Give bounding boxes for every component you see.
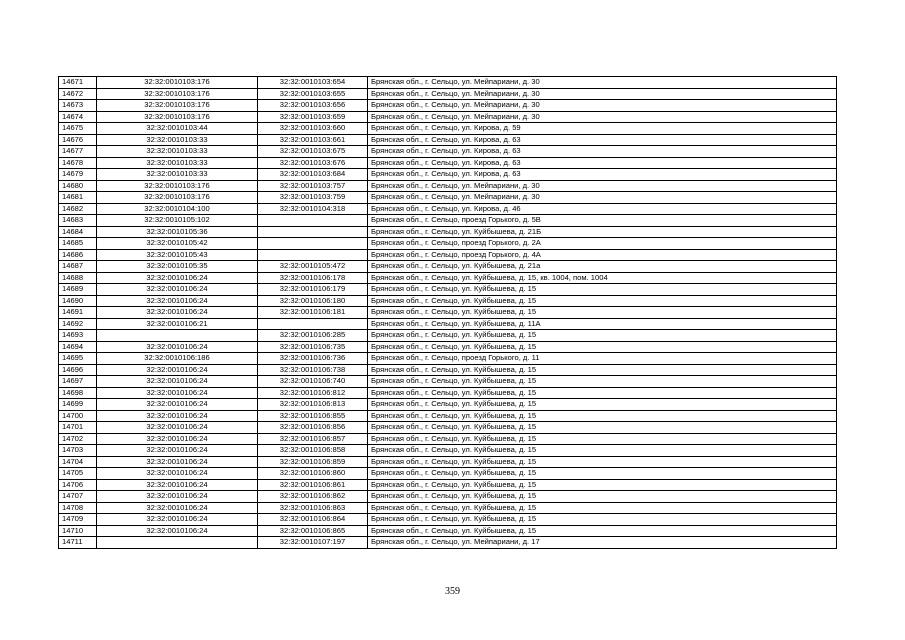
table-row	[59, 330, 837, 342]
table-row	[59, 307, 837, 319]
table-row	[59, 295, 837, 307]
parent-cadastral-number-cell: 32:32:0010103:44	[97, 123, 258, 135]
row-number-cell: 14706	[59, 479, 97, 491]
table-row	[59, 238, 837, 250]
parent-cadastral-number-cell: 32:32:0010105:36	[97, 226, 258, 238]
address-cell: Брянская обл., г. Сельцо, ул. Куйбышева, д. 15	[368, 307, 837, 319]
parent-cadastral-number-cell: 32:32:0010103:33	[97, 157, 258, 169]
address-cell: Брянская обл., г. Сельцо, ул. Куйбышева, д. 15	[368, 330, 837, 342]
object-cadastral-number-cell: 32:32:0010106:858	[258, 445, 368, 457]
object-cadastral-number-cell: 32:32:0010106:285	[258, 330, 368, 342]
address-cell: Брянская обл., г. Сельцо, проезд Горького, д. 4А	[368, 249, 837, 261]
object-cadastral-number-cell: 32:32:0010106:738	[258, 364, 368, 376]
address-cell: Брянская обл., г. Сельцо, ул. Куйбышева, д. 15	[368, 491, 837, 503]
object-cadastral-number-cell: 32:32:0010103:659	[258, 111, 368, 123]
address-cell: Брянская обл., г. Сельцо, ул. Куйбышева, д. 15	[368, 433, 837, 445]
address-cell: Брянская обл., г. Сельцо, ул. Куйбышева, д. 15	[368, 525, 837, 537]
table-row	[59, 468, 837, 480]
table-row	[59, 353, 837, 365]
address-cell: Брянская обл., г. Сельцо, ул. Куйбышева, д. 15	[368, 479, 837, 491]
row-number-cell: 14696	[59, 364, 97, 376]
address-cell: Брянская обл., г. Сельцо, ул. Куйбышева, д. 11А	[368, 318, 837, 330]
object-cadastral-number-cell: 32:32:0010103:660	[258, 123, 368, 135]
row-number-cell: 14707	[59, 491, 97, 503]
row-number-cell: 14699	[59, 399, 97, 411]
row-number-cell: 14676	[59, 134, 97, 146]
object-cadastral-number-cell	[258, 249, 368, 261]
table-row	[59, 410, 837, 422]
address-cell: Брянская обл., г. Сельцо, ул. Мейпариани, д. 30	[368, 77, 837, 89]
row-number-cell: 14686	[59, 249, 97, 261]
table-row	[59, 180, 837, 192]
parent-cadastral-number-cell: 32:32:0010106:24	[97, 410, 258, 422]
table-row	[59, 399, 837, 411]
table-row	[59, 376, 837, 388]
parent-cadastral-number-cell: 32:32:0010106:24	[97, 468, 258, 480]
table-row	[59, 422, 837, 434]
row-number-cell: 14702	[59, 433, 97, 445]
row-number-cell: 14682	[59, 203, 97, 215]
object-cadastral-number-cell	[258, 238, 368, 250]
row-number-cell: 14683	[59, 215, 97, 227]
row-number-cell: 14693	[59, 330, 97, 342]
parent-cadastral-number-cell: 32:32:0010103:176	[97, 77, 258, 89]
table-row	[59, 261, 837, 273]
table-row	[59, 169, 837, 181]
object-cadastral-number-cell: 32:32:0010103:655	[258, 88, 368, 100]
table-row	[59, 192, 837, 204]
row-number-cell: 14684	[59, 226, 97, 238]
row-number-cell: 14673	[59, 100, 97, 112]
address-cell: Брянская обл., г. Сельцо, ул. Кирова, д. 63	[368, 169, 837, 181]
row-number-cell: 14675	[59, 123, 97, 135]
object-cadastral-number-cell: 32:32:0010103:661	[258, 134, 368, 146]
row-number-cell: 14700	[59, 410, 97, 422]
parent-cadastral-number-cell: 32:32:0010106:24	[97, 399, 258, 411]
object-cadastral-number-cell: 32:32:0010106:856	[258, 422, 368, 434]
parent-cadastral-number-cell: 32:32:0010106:24	[97, 525, 258, 537]
table-row	[59, 387, 837, 399]
address-cell: Брянская обл., г. Сельцо, ул. Кирова, д. 63	[368, 157, 837, 169]
table-row	[59, 203, 837, 215]
row-number-cell: 14708	[59, 502, 97, 514]
object-cadastral-number-cell: 32:32:0010106:740	[258, 376, 368, 388]
object-cadastral-number-cell: 32:32:0010106:813	[258, 399, 368, 411]
parent-cadastral-number-cell: 32:32:0010103:176	[97, 100, 258, 112]
row-number-cell: 14697	[59, 376, 97, 388]
row-number-cell: 14704	[59, 456, 97, 468]
object-cadastral-number-cell: 32:32:0010107:197	[258, 537, 368, 549]
register-table	[58, 76, 837, 549]
row-number-cell: 14694	[59, 341, 97, 353]
row-number-cell: 14703	[59, 445, 97, 457]
table-row	[59, 479, 837, 491]
parent-cadastral-number-cell: 32:32:0010105:42	[97, 238, 258, 250]
parent-cadastral-number-cell: 32:32:0010106:24	[97, 433, 258, 445]
parent-cadastral-number-cell: 32:32:0010105:102	[97, 215, 258, 227]
parent-cadastral-number-cell: 32:32:0010106:186	[97, 353, 258, 365]
parent-cadastral-number-cell	[97, 330, 258, 342]
parent-cadastral-number-cell: 32:32:0010106:24	[97, 445, 258, 457]
row-number-cell: 14711	[59, 537, 97, 549]
object-cadastral-number-cell: 32:32:0010106:859	[258, 456, 368, 468]
table-row	[59, 226, 837, 238]
object-cadastral-number-cell	[258, 215, 368, 227]
object-cadastral-number-cell: 32:32:0010103:759	[258, 192, 368, 204]
object-cadastral-number-cell: 32:32:0010106:861	[258, 479, 368, 491]
address-cell: Брянская обл., г. Сельцо, ул. Куйбышева, д. 15	[368, 376, 837, 388]
page-number: 359	[445, 586, 460, 597]
parent-cadastral-number-cell: 32:32:0010106:24	[97, 364, 258, 376]
row-number-cell: 14678	[59, 157, 97, 169]
object-cadastral-number-cell: 32:32:0010103:676	[258, 157, 368, 169]
table-row	[59, 157, 837, 169]
parent-cadastral-number-cell: 32:32:0010104:100	[97, 203, 258, 215]
address-cell: Брянская обл., г. Сельцо, проезд Горького, д. 5В	[368, 215, 837, 227]
address-cell: Брянская обл., г. Сельцо, ул. Куйбышева, д. 15	[368, 514, 837, 526]
object-cadastral-number-cell: 32:32:0010106:857	[258, 433, 368, 445]
address-cell: Брянская обл., г. Сельцо, ул. Куйбышева, д. 21Б	[368, 226, 837, 238]
object-cadastral-number-cell: 32:32:0010104:318	[258, 203, 368, 215]
row-number-cell: 14677	[59, 146, 97, 158]
parent-cadastral-number-cell: 32:32:0010106:24	[97, 456, 258, 468]
parent-cadastral-number-cell: 32:32:0010106:24	[97, 387, 258, 399]
table-row	[59, 318, 837, 330]
table-row	[59, 77, 837, 89]
row-number-cell: 14701	[59, 422, 97, 434]
object-cadastral-number-cell: 32:32:0010106:855	[258, 410, 368, 422]
table-row	[59, 272, 837, 284]
table-row	[59, 491, 837, 503]
parent-cadastral-number-cell: 32:32:0010106:24	[97, 341, 258, 353]
parent-cadastral-number-cell: 32:32:0010103:176	[97, 180, 258, 192]
address-cell: Брянская обл., г. Сельцо, проезд Горького, д. 11	[368, 353, 837, 365]
address-cell: Брянская обл., г. Сельцо, ул. Кирова, д. 63	[368, 134, 837, 146]
row-number-cell: 14710	[59, 525, 97, 537]
parent-cadastral-number-cell	[97, 537, 258, 549]
address-cell: Брянская обл., г. Сельцо, ул. Куйбышева, д. 15	[368, 284, 837, 296]
address-cell: Брянская обл., г. Сельцо, ул. Куйбышева, д. 15	[368, 387, 837, 399]
table-row	[59, 364, 837, 376]
parent-cadastral-number-cell: 32:32:0010106:24	[97, 502, 258, 514]
address-cell: Брянская обл., г. Сельцо, проезд Горького, д. 2А	[368, 238, 837, 250]
object-cadastral-number-cell: 32:32:0010106:179	[258, 284, 368, 296]
object-cadastral-number-cell: 32:32:0010106:735	[258, 341, 368, 353]
parent-cadastral-number-cell: 32:32:0010106:24	[97, 514, 258, 526]
object-cadastral-number-cell: 32:32:0010103:684	[258, 169, 368, 181]
register-body	[59, 77, 837, 549]
table-row	[59, 215, 837, 227]
table-row	[59, 445, 837, 457]
row-number-cell: 14674	[59, 111, 97, 123]
object-cadastral-number-cell: 32:32:0010105:472	[258, 261, 368, 273]
address-cell: Брянская обл., г. Сельцо, ул. Куйбышева, д. 15	[368, 364, 837, 376]
row-number-cell: 14679	[59, 169, 97, 181]
row-number-cell: 14688	[59, 272, 97, 284]
address-cell: Брянская обл., г. Сельцо, ул. Куйбышева, д. 21а	[368, 261, 837, 273]
object-cadastral-number-cell: 32:32:0010103:675	[258, 146, 368, 158]
address-cell: Брянская обл., г. Сельцо, ул. Мейпариани, д. 30	[368, 111, 837, 123]
object-cadastral-number-cell: 32:32:0010103:654	[258, 77, 368, 89]
object-cadastral-number-cell: 32:32:0010103:656	[258, 100, 368, 112]
parent-cadastral-number-cell: 32:32:0010106:24	[97, 295, 258, 307]
object-cadastral-number-cell: 32:32:0010106:864	[258, 514, 368, 526]
table-row	[59, 123, 837, 135]
parent-cadastral-number-cell: 32:32:0010106:24	[97, 422, 258, 434]
table-row	[59, 537, 837, 549]
parent-cadastral-number-cell: 32:32:0010103:33	[97, 169, 258, 181]
address-cell: Брянская обл., г. Сельцо, ул. Кирова, д. 46	[368, 203, 837, 215]
object-cadastral-number-cell: 32:32:0010106:862	[258, 491, 368, 503]
table-row	[59, 433, 837, 445]
table-row	[59, 456, 837, 468]
address-cell: Брянская обл., г. Сельцо, ул. Куйбышева, д. 15	[368, 295, 837, 307]
object-cadastral-number-cell: 32:32:0010106:812	[258, 387, 368, 399]
parent-cadastral-number-cell: 32:32:0010105:43	[97, 249, 258, 261]
parent-cadastral-number-cell: 32:32:0010106:24	[97, 479, 258, 491]
object-cadastral-number-cell: 32:32:0010106:180	[258, 295, 368, 307]
table-row	[59, 525, 837, 537]
row-number-cell: 14685	[59, 238, 97, 250]
table-row	[59, 249, 837, 261]
address-cell: Брянская обл., г. Сельцо, ул. Куйбышева, д. 15	[368, 341, 837, 353]
row-number-cell: 14689	[59, 284, 97, 296]
table-row	[59, 284, 837, 296]
row-number-cell: 14692	[59, 318, 97, 330]
table-row	[59, 100, 837, 112]
table-row	[59, 111, 837, 123]
table-row	[59, 146, 837, 158]
row-number-cell: 14681	[59, 192, 97, 204]
parent-cadastral-number-cell: 32:32:0010106:24	[97, 491, 258, 503]
row-number-cell: 14672	[59, 88, 97, 100]
address-cell: Брянская обл., г. Сельцо, ул. Куйбышева, д. 15	[368, 445, 837, 457]
table-row	[59, 341, 837, 353]
row-number-cell: 14709	[59, 514, 97, 526]
address-cell: Брянская обл., г. Сельцо, ул. Кирова, д. 59	[368, 123, 837, 135]
row-number-cell: 14698	[59, 387, 97, 399]
object-cadastral-number-cell: 32:32:0010106:181	[258, 307, 368, 319]
table-row	[59, 88, 837, 100]
row-number-cell: 14695	[59, 353, 97, 365]
row-number-cell: 14671	[59, 77, 97, 89]
row-number-cell: 14687	[59, 261, 97, 273]
table-row	[59, 502, 837, 514]
address-cell: Брянская обл., г. Сельцо, ул. Куйбышева, д. 15	[368, 468, 837, 480]
object-cadastral-number-cell: 32:32:0010106:178	[258, 272, 368, 284]
parent-cadastral-number-cell: 32:32:0010106:24	[97, 272, 258, 284]
address-cell: Брянская обл., г. Сельцо, ул. Куйбышева, д. 15	[368, 456, 837, 468]
address-cell: Брянская обл., г. Сельцо, ул. Кирова, д. 63	[368, 146, 837, 158]
address-cell: Брянская обл., г. Сельцо, ул. Мейпариани, д. 17	[368, 537, 837, 549]
address-cell: Брянская обл., г. Сельцо, ул. Мейпариани, д. 30	[368, 180, 837, 192]
object-cadastral-number-cell: 32:32:0010106:865	[258, 525, 368, 537]
row-number-cell: 14691	[59, 307, 97, 319]
parent-cadastral-number-cell: 32:32:0010103:33	[97, 134, 258, 146]
parent-cadastral-number-cell: 32:32:0010106:24	[97, 376, 258, 388]
table-row	[59, 134, 837, 146]
address-cell: Брянская обл., г. Сельцо, ул. Куйбышева, д. 15	[368, 422, 837, 434]
object-cadastral-number-cell	[258, 318, 368, 330]
parent-cadastral-number-cell: 32:32:0010105:35	[97, 261, 258, 273]
parent-cadastral-number-cell: 32:32:0010103:176	[97, 88, 258, 100]
parent-cadastral-number-cell: 32:32:0010106:21	[97, 318, 258, 330]
address-cell: Брянская обл., г. Сельцо, ул. Куйбышева, д. 15, кв. 1004, пом. 1004	[368, 272, 837, 284]
address-cell: Брянская обл., г. Сельцо, ул. Мейпариани, д. 30	[368, 192, 837, 204]
parent-cadastral-number-cell: 32:32:0010106:24	[97, 307, 258, 319]
parent-cadastral-number-cell: 32:32:0010106:24	[97, 284, 258, 296]
object-cadastral-number-cell: 32:32:0010103:757	[258, 180, 368, 192]
row-number-cell: 14680	[59, 180, 97, 192]
address-cell: Брянская обл., г. Сельцо, ул. Мейпариани, д. 30	[368, 88, 837, 100]
object-cadastral-number-cell: 32:32:0010106:863	[258, 502, 368, 514]
parent-cadastral-number-cell: 32:32:0010103:176	[97, 192, 258, 204]
object-cadastral-number-cell	[258, 226, 368, 238]
row-number-cell: 14705	[59, 468, 97, 480]
address-cell: Брянская обл., г. Сельцо, ул. Мейпариани, д. 30	[368, 100, 837, 112]
address-cell: Брянская обл., г. Сельцо, ул. Куйбышева, д. 15	[368, 410, 837, 422]
parent-cadastral-number-cell: 32:32:0010103:176	[97, 111, 258, 123]
row-number-cell: 14690	[59, 295, 97, 307]
address-cell: Брянская обл., г. Сельцо, ул. Куйбышева, д. 15	[368, 399, 837, 411]
table-row	[59, 514, 837, 526]
object-cadastral-number-cell: 32:32:0010106:860	[258, 468, 368, 480]
parent-cadastral-number-cell: 32:32:0010103:33	[97, 146, 258, 158]
address-cell: Брянская обл., г. Сельцо, ул. Куйбышева, д. 15	[368, 502, 837, 514]
object-cadastral-number-cell: 32:32:0010106:736	[258, 353, 368, 365]
